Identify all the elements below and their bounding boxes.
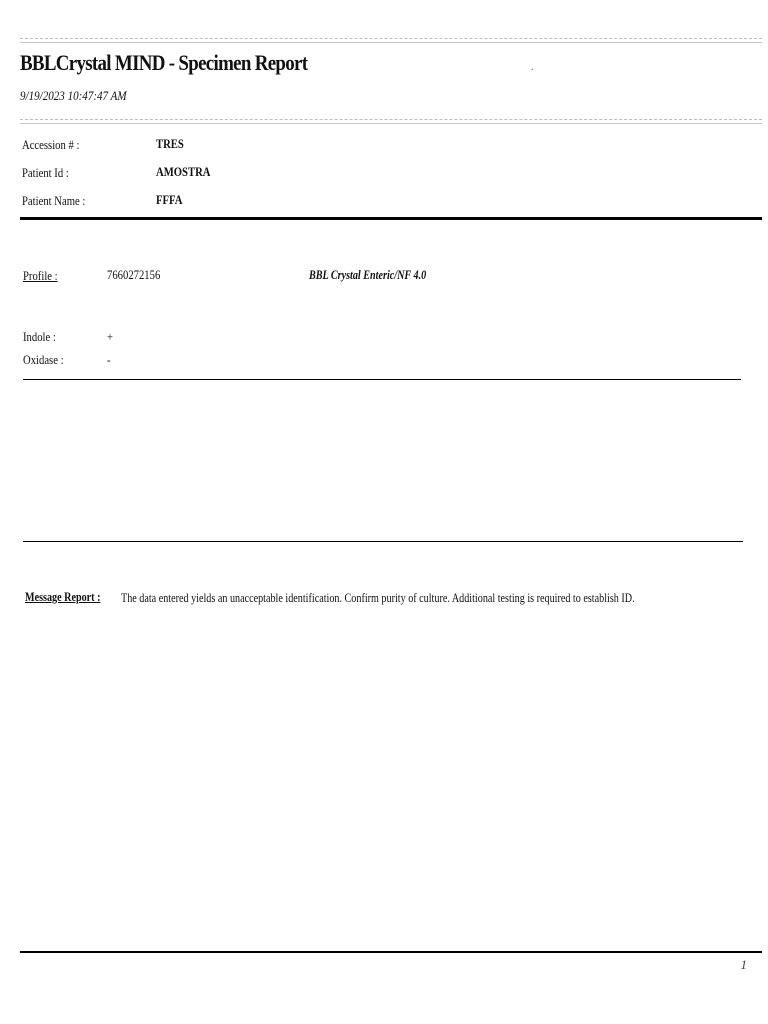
- profile-database: BBL Crystal Enteric/NF 4.0: [309, 267, 427, 282]
- header-top-rule-2: [20, 42, 762, 43]
- patient-id-label: Patient Id :: [22, 165, 69, 180]
- results-divider: [23, 541, 743, 542]
- message-report-label: Message Report :: [25, 589, 101, 604]
- message-report-text: The data entered yields an unacceptable identification. Confirm purity of culture. Additional testing is required to establish ID.: [121, 590, 635, 605]
- stray-mark: .: [531, 62, 534, 73]
- footer-rule: [20, 951, 762, 953]
- test-result-indole: +: [107, 329, 114, 344]
- accession-label: Accession # :: [22, 137, 80, 152]
- test-result-oxidase: -: [107, 352, 111, 367]
- test-label-indole: Indole :: [23, 329, 56, 344]
- patient-name-label: Patient Name :: [22, 193, 86, 208]
- tests-divider: [23, 379, 741, 380]
- profile-number: 7660272156: [107, 267, 161, 282]
- report-title: BBLCrystal MIND - Specimen Report: [20, 50, 308, 75]
- header-top-rule: [20, 38, 762, 39]
- header-bottom-rule: [20, 119, 762, 120]
- test-label-oxidase: Oxidase :: [23, 352, 64, 367]
- accession-value: TRES: [156, 136, 184, 151]
- patient-section-divider: [20, 217, 762, 220]
- patient-id-value: AMOSTRA: [156, 164, 211, 179]
- page-number: 1: [740, 957, 747, 972]
- profile-label: Profile :: [23, 268, 58, 283]
- report-timestamp: 9/19/2023 10:47:47 AM: [20, 88, 127, 103]
- patient-name-value: FFFA: [156, 192, 183, 207]
- header-bottom-rule-2: [20, 123, 762, 124]
